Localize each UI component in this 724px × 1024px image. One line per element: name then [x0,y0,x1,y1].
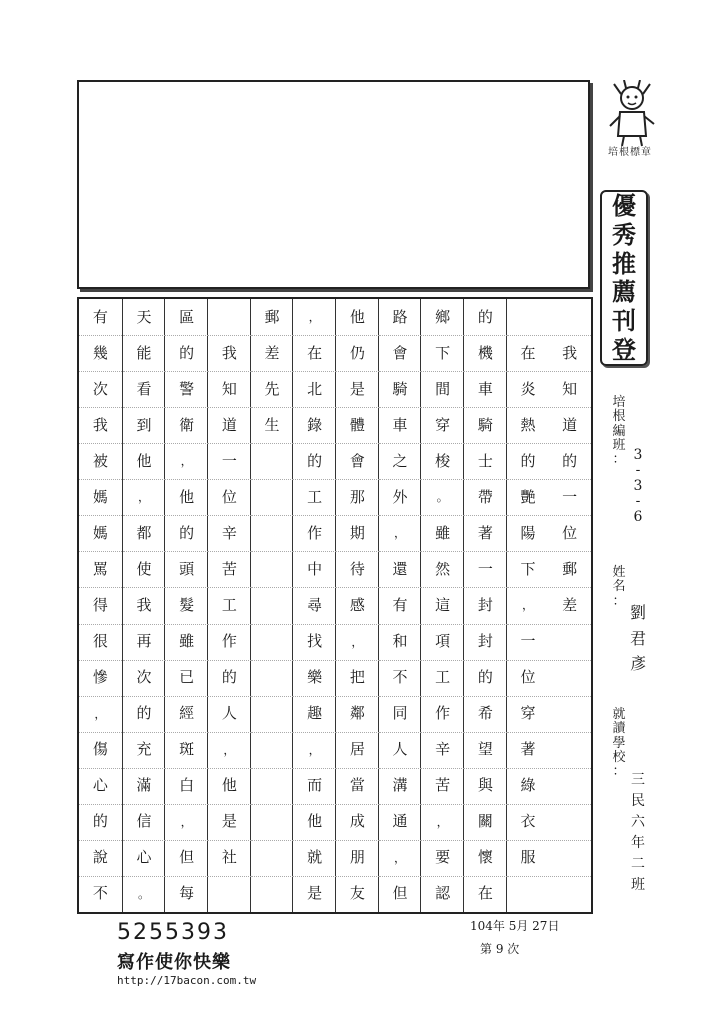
badge-label: 培根標章 [608,147,652,158]
essay-char: 是 [349,379,365,398]
essay-char: 期 [349,523,365,542]
essay-char: 雖 [179,632,195,651]
essay-column [79,299,122,912]
recommend-char: 秀 [612,219,636,249]
essay-char: ， [351,634,364,649]
essay-char: 錄 [307,415,323,434]
essay-char: 在 [520,343,536,362]
essay-char: 但 [392,884,408,903]
essay-char: 懷 [477,848,493,867]
essay-char: 一 [477,559,493,578]
essay-char: 到 [136,415,152,434]
essay-char: 但 [179,848,195,867]
essay-char: 媽 [92,523,108,542]
essay-char: 的 [179,523,195,542]
essay-char: 仍 [349,343,365,362]
essay-char: 他 [349,307,365,326]
essay-char [251,768,294,804]
essay-char: 被 [92,451,108,470]
essay-char: 把 [349,668,365,687]
essay-char: 的 [520,451,536,470]
essay-char: 待 [349,559,365,578]
essay-char: 陽 [520,523,536,542]
essay-char: 項 [435,632,451,651]
essay-char [251,551,294,587]
recommend-char: 優 [612,191,636,221]
essay-char [251,479,294,515]
slogan: 寫作使你快樂 [117,952,231,973]
recommend-char: 刊 [612,305,636,335]
essay-char: 警 [179,379,195,398]
essay-char: ， [308,742,321,757]
essay-char: 封 [477,632,493,651]
essay-char: 是 [221,812,237,831]
essay-char: ， [180,814,193,829]
essay-char: 之 [392,451,408,470]
essay-char: 作 [307,523,323,542]
essay-char: 通 [392,812,408,831]
essay-char: 已 [179,668,195,687]
essay-char: 他 [136,451,152,470]
essay-char: 路 [392,307,408,326]
essay-char: 是 [307,884,323,903]
essay-char [251,840,294,876]
essay-char: 說 [92,848,108,867]
essay-char: ， [94,706,107,721]
essay-char: 他 [307,812,323,831]
essay-char: 而 [307,776,323,795]
essay-char: 很 [92,632,108,651]
name-value: 劉 君 彥 [629,603,646,674]
essay-char: 心 [92,776,108,795]
essay-char: 趣 [307,704,323,723]
essay-char: 不 [392,668,408,687]
essay-char: 工 [435,668,451,687]
essay-char: ， [180,454,193,469]
essay-char: 間 [435,379,451,398]
essay-char: 他 [221,776,237,795]
essay-char: 這 [435,595,451,614]
essay-char: 的 [477,307,493,326]
essay-char [251,587,294,623]
essay-char: 頭 [179,559,195,578]
essay-column [164,299,208,912]
essay-char: 道 [221,415,237,434]
essay-char: 帶 [477,487,493,506]
essay-column [122,299,166,912]
essay-char: 道 [562,415,578,434]
essay-char: 著 [520,740,536,759]
essay-char: 的 [562,451,578,470]
essay-char: 就 [307,848,323,867]
essay-char: 樂 [307,668,323,687]
recommend-char: 薦 [612,277,636,307]
essay-char [548,660,591,696]
essay-char: 下 [520,559,536,578]
essay-char: 位 [520,668,536,687]
date-line: 104年 5月 27日 [470,919,560,933]
essay-char: 溝 [392,776,408,795]
essay-char: 騎 [477,415,493,434]
essay-char: 使 [136,559,152,578]
essay-char: 次 [92,379,108,398]
essay-char: 心 [136,848,152,867]
essay-char: 苦 [221,559,237,578]
essay-char: 找 [307,632,323,651]
essay-char: 封 [477,595,493,614]
essay-char: 炎 [520,379,536,398]
essay-char: 工 [221,595,237,614]
essay-char: 看 [136,379,152,398]
essay-column [548,299,591,912]
essay-char [251,443,294,479]
essay-char: ， [137,490,150,505]
essay-char: 希 [477,704,493,723]
school-label: 就 讀 學 校 ： [612,707,626,780]
essay-column [463,299,507,912]
essay-char: 慘 [92,668,108,687]
times-line: 第 9 次 [480,942,520,956]
essay-char: 士 [477,451,493,470]
essay-char: 作 [221,632,237,651]
essay-char: 我 [92,415,108,434]
essay-char: 在 [477,884,493,903]
essay-char: 體 [349,415,365,434]
essay-char: 機 [477,343,493,362]
essay-char: 經 [179,704,195,723]
essay-column [420,299,464,912]
essay-char: 望 [477,740,493,759]
essay-char: 的 [307,451,323,470]
essay-char: 成 [349,812,365,831]
essay-char: 一 [562,487,578,506]
essay-grid [77,297,593,914]
essay-char: 人 [392,740,408,759]
essay-char [208,299,251,335]
essay-char: 次 [136,668,152,687]
name-label: 姓 名 ： [612,565,626,609]
essay-char: 差 [264,343,280,362]
essay-char: 外 [392,487,408,506]
essay-char [548,696,591,732]
essay-char [548,299,591,335]
essay-char: 中 [307,559,323,578]
essay-char: 還 [392,559,408,578]
essay-char: ， [393,850,406,865]
essay-char: 下 [435,343,451,362]
essay-char: 作 [435,704,451,723]
essay-char [507,299,550,335]
essay-char: 鄰 [349,704,365,723]
essay-char: 居 [349,740,365,759]
essay-char: 服 [520,848,536,867]
essay-char: 位 [562,523,578,542]
essay-char: 會 [392,343,408,362]
essay-char: 感 [349,595,365,614]
essay-char: 天 [136,307,152,326]
essay-char: 每 [179,884,195,903]
essay-char: 信 [136,812,152,831]
essay-char: 幾 [92,343,108,362]
essay-char: 友 [349,884,365,903]
essay-char: 我 [136,595,152,614]
essay-char: 的 [179,343,195,362]
essay-char [251,696,294,732]
essay-char: 關 [477,812,493,831]
essay-char: 會 [349,451,365,470]
essay-char: 和 [392,632,408,651]
essay-char [251,804,294,840]
essay-char: 郵 [562,559,578,578]
essay-char: ， [393,526,406,541]
essay-char: 北 [307,379,323,398]
essay-char: ， [436,814,449,829]
essay-char: 的 [136,704,152,723]
essay-char: 一 [221,451,237,470]
essay-char: 都 [136,523,152,542]
essay-char: 車 [392,415,408,434]
essay-char: 辛 [435,740,451,759]
essay-char: ， [308,310,321,325]
essay-char: 穿 [435,415,451,434]
essay-char: 騎 [392,379,408,398]
essay-char [251,624,294,660]
class-label: 培 根 編 班 ： [612,395,626,468]
essay-char: 人 [221,704,237,723]
essay-char: 得 [92,595,108,614]
essay-char: 位 [221,487,237,506]
essay-char: 充 [136,740,152,759]
recommend-char: 登 [612,334,636,364]
essay-char [251,732,294,768]
essay-char: 艷 [520,487,536,506]
essay-char: 衣 [520,812,536,831]
essay-char: 。 [137,886,150,901]
school-value: 三 民 六 年 二 班 [631,772,645,893]
essay-char: 與 [477,776,493,795]
essay-char: 差 [562,595,578,614]
essay-char: 知 [221,379,237,398]
essay-char: 衛 [179,415,195,434]
essay-char: 的 [221,668,237,687]
essay-column [335,299,379,912]
essay-char: 先 [264,379,280,398]
essay-char: 生 [264,415,280,434]
paper-code: 5255393 [117,920,229,945]
essay-char: ， [223,742,236,757]
essay-char: 區 [179,307,195,326]
essay-char: 他 [179,487,195,506]
essay-char: 鄉 [435,307,451,326]
essay-char: 辛 [221,523,237,542]
website-url: http://17bacon.com.tw [117,974,257,987]
essay-char: 那 [349,487,365,506]
essay-char: 工 [307,487,323,506]
essay-char: 熱 [520,415,536,434]
essay-char [548,624,591,660]
essay-char: 斑 [179,740,195,759]
essay-char: 苦 [435,776,451,795]
essay-char: 當 [349,776,365,795]
essay-char: 不 [92,884,108,903]
essay-char: 綠 [520,776,536,795]
essay-char: 媽 [92,487,108,506]
essay-char: 一 [520,632,536,651]
essay-char: 。 [436,490,449,505]
essay-char: 有 [392,595,408,614]
essay-char: 社 [221,848,237,867]
essay-char: ， [521,598,534,613]
essay-char: 滿 [136,776,152,795]
essay-char: 在 [307,343,323,362]
essay-char: 有 [92,307,108,326]
essay-char: 再 [136,632,152,651]
recommend-stamp [600,190,648,366]
essay-char: 著 [477,523,493,542]
essay-char: 我 [562,343,578,362]
essay-column [250,299,294,912]
essay-char: 穿 [520,704,536,723]
essay-char [251,515,294,551]
essay-char: 車 [477,379,493,398]
essay-char [251,660,294,696]
essay-column [292,299,336,912]
essay-char: 的 [92,812,108,831]
essay-char: 髮 [179,595,195,614]
essay-char: 雖 [435,523,451,542]
essay-char: 的 [477,668,493,687]
essay-char: 郵 [264,307,280,326]
essay-char: 罵 [92,559,108,578]
essay-char: 傷 [92,740,108,759]
essay-char: 尋 [307,595,323,614]
essay-char: 朋 [349,848,365,867]
class-value: 3 - 3 - 6 [633,447,643,525]
essay-column [378,299,422,912]
recommend-char: 推 [612,248,636,278]
essay-column [506,299,550,912]
essay-column [207,299,251,912]
essay-char: 要 [435,848,451,867]
essay-char: 能 [136,343,152,362]
essay-char: 同 [392,704,408,723]
teacher-comment-box [77,80,590,289]
essay-char [251,876,294,912]
essay-char: 我 [221,343,237,362]
essay-char: 白 [179,776,195,795]
essay-char: 然 [435,559,451,578]
essay-char: 知 [562,379,578,398]
essay-char: 認 [435,884,451,903]
essay-char: 梭 [435,451,451,470]
